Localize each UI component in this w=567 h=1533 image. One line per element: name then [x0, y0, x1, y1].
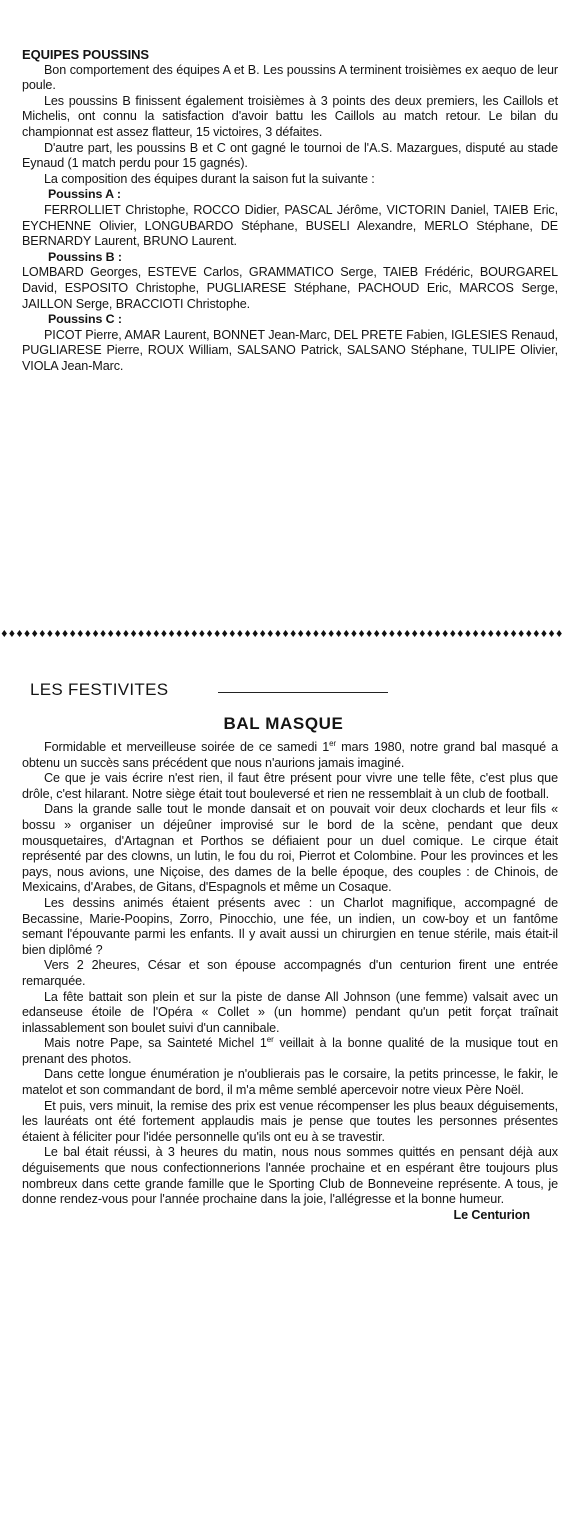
article-paragraph-4: Les dessins animés étaient présents avec : un Charlot magnifique, accompagné de Becassine, Marie-Poopins, Zorro, Pinocchio, une fée, un indien, un cow-boy et un fantôme semant l'épouvante parmi les enfants. Il y avait aussi un chirurgien en tenue stérile, mais était-il bien diplômé ? [22, 895, 558, 957]
article-paragraph-3: Dans la grande salle tout le monde dansait et on pouvait voir deux clochards et leur fils « bossu » organiser un déjeûner improvisé sur le bord de la scène, pendant que deux mousquetaires, d'Artagnan et Porthos se défiaient pour un duel comique. Le cirque était représenté par des clowns, un lutin, le fou du roi, Pierrot et Colombine. Pour les provinces et les pays, nous avions, une Niçoise, des dames de la belle époque, des couples : de Chinois, de Mexicains, d'Arabes, de Gitans, d'Espagnols et même un Cosaque. [22, 802, 558, 895]
team-a-label: Poussins A : [48, 187, 121, 202]
p1-text-start: Formidable et merveilleuse soirée de ce samedi 1 [44, 740, 330, 754]
article-paragraph-8: Dans cette longue énumération je n'oublierais pas le corsaire, la petits princesse, le fakir, le matelot et son commandant de bord, il m'a même semblé apercevoir notre vieux Père Noël. [22, 1067, 558, 1098]
poussins-paragraph-3: D'autre part, les poussins B et C ont gagné le tournoi de l'A.S. Mazargues, disputé au stade Eynaud (1 match perdu pour 15 gagnés). [22, 140, 558, 171]
team-b-label: Poussins B : [48, 249, 122, 264]
article-paragraph-2: Ce que je vais écrire n'est rien, il faut être présent pour vivre une telle fête, c'est plus que drôle, c'est hilarant. Notre siège était tout bouleversé et rien ne ressemblait à un club de football. [22, 771, 558, 801]
diamond-divider: ♦♦♦♦♦♦♦♦♦♦♦♦♦♦♦♦♦♦♦♦♦♦♦♦♦♦♦♦♦♦♦♦♦♦♦♦♦♦♦♦♦♦♦♦♦♦♦♦♦♦♦♦♦♦♦♦♦♦♦♦♦♦♦♦♦♦♦♦♦♦♦♦♦♦ [0, 629, 563, 640]
poussins-paragraph-2: Les poussins B finissent également troisièmes à 3 points des deux premiers, les Caillols et Michelis, ont connu la satisfaction d'avoir battu les Caillols au match retour. Le bilan du championnat est assez flatteur, 15 victoires, 3 défaites. [22, 93, 558, 139]
team-c-players: PICOT Pierre, AMAR Laurent, BONNET Jean-Marc, DEL PRETE Fabien, IGLESIES Renaud, PUGLIARESE Pierre, ROUX William, SALSANO Patrick, SALSANO Stéphane, TULIPE Olivier, VIOLA Jean-Marc. [22, 327, 558, 373]
festivites-section-title: LES FESTIVITES [30, 680, 169, 699]
p7-text-end: veillait à la bonne qualité de la musique tout en prenant des photos. [22, 1036, 558, 1066]
p7-text-start: Mais notre Pape, sa Sainteté Michel 1 [44, 1036, 267, 1051]
signature: Le Centurion [453, 1207, 530, 1222]
p7-ordinal-superscript: er [266, 1035, 274, 1045]
poussins-heading: EQUIPES POUSSINS [22, 47, 149, 62]
p1-ordinal-superscript: er [329, 738, 337, 748]
p1-text-end: mars 1980, notre grand bal masqué a obtenu un succès sans précédent que nous n'aurions jamais imaginé. [22, 740, 558, 770]
article-paragraph-1 [22, 740, 558, 771]
team-a-players: FERROLLIET Christophe, ROCCO Didier, PASCAL Jérôme, VICTORIN Daniel, TAIEB Eric, EYCHENNE Olivier, LONGUBARDO Stéphane, BUSELI Alexandre, MERLO Stéphane, DE BERNARDY Laurent, BRUNO Laurent. [22, 202, 558, 249]
section-title-rule [218, 692, 388, 693]
team-b-players: LOMBARD Georges, ESTEVE Carlos, GRAMMATICO Serge, TAIEB Frédéric, BOURGAREL David, ESPOSITO Christophe, PUGLIARESE Stéphane, PACHOUD Eric, MARCOS Serge, JAILLON Serge, BRACCIOTI Christophe. [22, 265, 558, 311]
article-paragraph-9: Et puis, vers minuit, la remise des prix est venue récompenser les plus beaux déguisements, les lauréats ont été fortement applaudis mais je pense que toutes les personnes présentes étaient à féliciter pour l'idée personnelle qu'ils ont eu à se travestir. [22, 1098, 558, 1144]
article-paragraph-6: La fête battait son plein et sur la piste de danse All Johnson (une femme) valsait avec un edanseuse étoile de l'Opéra « Collet » (un homme) pendant qu'un petit forçat traînait inlassablement son boulet suivi d'un cannibale. [22, 989, 558, 1035]
poussins-paragraph-1: Bon comportement des équipes A et B. Les poussins A terminent troisièmes ex aequo de leur poule. [22, 62, 558, 93]
article-paragraph-7 [22, 1036, 558, 1067]
bal-masque-title: BAL MASQUE [223, 714, 344, 733]
team-c-label: Poussins C : [48, 312, 122, 327]
article-paragraph-10: Le bal était réussi, à 3 heures du matin, nous nous sommes quittés en pensant déjà aux déguisements que nous confectionnerions l'année prochaine et en espérant être toujours plus nombreux dans cette grande famille que le Sporting Club de Bonneveine représente. A tous, je donne rendez-vous pour l'année prochaine dans la joie, l'allégresse et la bonne humeur. [22, 1145, 558, 1207]
bal-masque-article [22, 740, 558, 1223]
article-paragraph-5: Vers 2 2heures, César et son épouse accompagnés d'un centurion firent une entrée remarquée. [22, 958, 558, 988]
poussins-section [22, 47, 558, 374]
poussins-paragraph-4: La composition des équipes durant la saison fut la suivante : [44, 171, 375, 186]
